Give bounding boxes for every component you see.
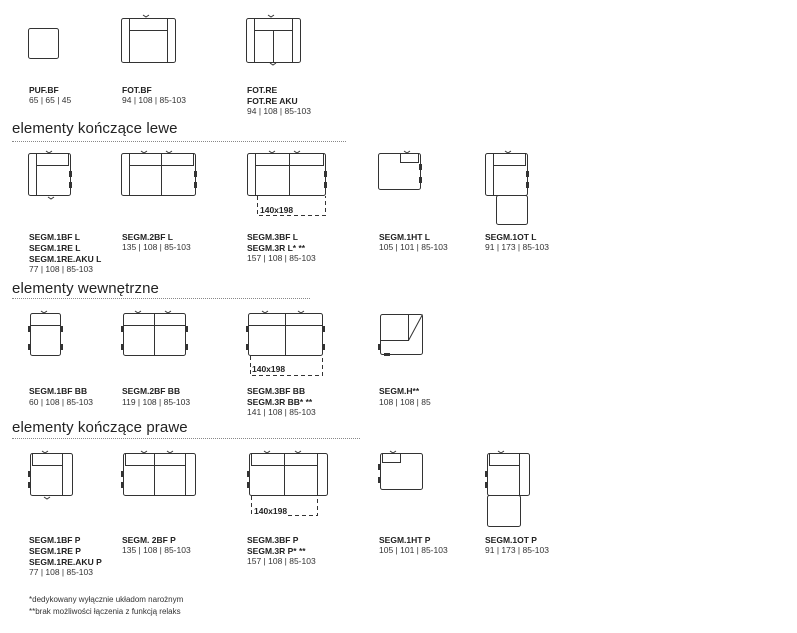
segm-1ot-p-drawing: [485, 450, 535, 530]
segm-1bf-l-drawing: [28, 150, 76, 206]
section-title-inner: elementy wewnętrzne: [12, 280, 159, 297]
segm-h-code: SEGM.H**: [379, 386, 420, 396]
segm-1ht-l-drawing: [378, 150, 426, 194]
segm-3r-bb-code: SEGM.3R BB* **: [247, 397, 313, 407]
fot-re-code-2: FOT.RE AKU: [247, 96, 298, 106]
segm-1ht-p-drawing: [378, 450, 426, 494]
segm-1ht-l-code: SEGM.1HT L: [379, 232, 431, 242]
segm-1bf-l-dims: 77 | 108 | 85-103: [29, 264, 93, 274]
fot-bf-drawing: [121, 12, 177, 64]
segm-1ot-l-dims: 91 | 173 | 85-103: [485, 242, 549, 252]
segm-3bf-p-code: SEGM.3BF P: [247, 535, 299, 545]
segm-1re-aku-p-code: SEGM.1RE.AKU P: [29, 557, 102, 567]
segm-1ht-p-dims: 105 | 101 | 85-103: [379, 545, 448, 555]
segm-1bf-l-code: SEGM.1BF L: [29, 232, 81, 242]
fot-bf-dims: 94 | 108 | 85-103: [122, 95, 186, 105]
segm-1ht-p-code: SEGM.1HT P: [379, 535, 431, 545]
section-divider: [12, 141, 346, 142]
segm-2bf-p-drawing: [121, 450, 201, 500]
section-title-left: elementy kończące lewe: [12, 120, 178, 137]
segm-1re-aku-l-code: SEGM.1RE.AKU L: [29, 254, 102, 264]
segm-1ot-p-dims: 91 | 173 | 85-103: [485, 545, 549, 555]
puf-code: PUF.BF: [29, 85, 59, 95]
segm-1bf-p-code: SEGM.1BF P: [29, 535, 81, 545]
section-title-right: elementy kończące prawe: [12, 419, 188, 436]
fot-re-drawing: [246, 12, 302, 68]
segm-1bf-bb-dims: 60 | 108 | 85-103: [29, 397, 93, 407]
segm-2bf-bb-code: SEGM.2BF BB: [122, 386, 181, 396]
segm-h-dims: 108 | 108 | 85: [379, 397, 431, 407]
segm-1ot-p-code: SEGM.1OT P: [485, 535, 537, 545]
segm-1bf-bb-drawing: [28, 310, 66, 360]
fot-re-code: FOT.RE: [247, 85, 278, 95]
dash-label: 140x198: [254, 506, 288, 516]
segm-2bf-l-drawing: [121, 150, 201, 200]
footnote-2: **brak możliwości łączenia z funkcją relaks: [29, 607, 181, 616]
segm-3bf-bb-dims: 141 | 108 | 85-103: [247, 407, 316, 417]
segm-3bf-l-code: SEGM.3BF L: [247, 232, 299, 242]
segm-3bf-bb-code: SEGM.3BF BB: [247, 386, 306, 396]
segm-1re-l-code: SEGM.1RE L: [29, 243, 81, 253]
puf-dims: 65 | 65 | 45: [29, 95, 72, 105]
segm-1bf-p-drawing: [28, 450, 76, 506]
section-divider: [12, 298, 310, 299]
fot-re-dims: 94 | 108 | 85-103: [247, 106, 311, 116]
segm-1re-p-code: SEGM.1RE P: [29, 546, 81, 556]
segm-1bf-bb-code: SEGM.1BF BB: [29, 386, 88, 396]
segm-1ot-l-code: SEGM.1OT L: [485, 232, 537, 242]
segm-1ht-l-dims: 105 | 101 | 85-103: [379, 242, 448, 252]
segm-3bf-p-dims: 157 | 108 | 85-103: [247, 556, 316, 566]
segm-2bf-p-dims: 135 | 108 | 85-103: [122, 545, 191, 555]
footnote-1: *dedykowany wyłącznie układom narożnym: [29, 595, 184, 604]
fot-bf-code: FOT.BF: [122, 85, 152, 95]
segm-1ot-l-drawing: [485, 150, 535, 230]
segm-3bf-l-dims: 157 | 108 | 85-103: [247, 253, 316, 263]
dash-label: 140x198: [260, 205, 294, 215]
segm-2bf-bb-drawing: [121, 310, 189, 360]
segm-2bf-l-code: SEGM.2BF L: [122, 232, 174, 242]
dash-label: 140x198: [252, 364, 286, 374]
segm-3r-p-code: SEGM.3R P* **: [247, 546, 306, 556]
segm-h-drawing: [378, 312, 428, 358]
segm-2bf-bb-dims: 119 | 108 | 85-103: [122, 397, 191, 407]
puf-drawing: [28, 28, 60, 60]
segm-1bf-p-dims: 77 | 108 | 85-103: [29, 567, 93, 577]
segm-2bf-l-dims: 135 | 108 | 85-103: [122, 242, 191, 252]
section-divider: [12, 438, 360, 439]
segm-2bf-p-code: SEGM. 2BF P: [122, 535, 176, 545]
segm-3r-l-code: SEGM.3R L* **: [247, 243, 306, 253]
